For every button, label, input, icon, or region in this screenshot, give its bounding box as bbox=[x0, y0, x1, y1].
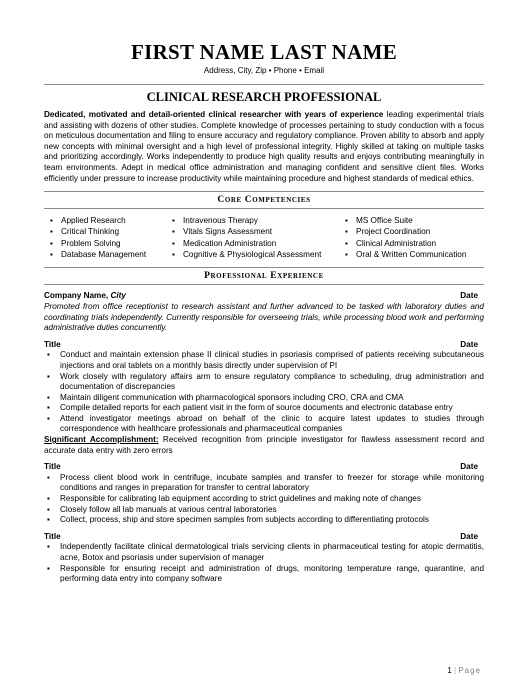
role-title: Title bbox=[44, 531, 61, 541]
divider bbox=[44, 267, 484, 268]
page-label: Page bbox=[458, 666, 481, 675]
competency-item: ▪ Critical Thinking bbox=[48, 226, 170, 237]
role-bullets bbox=[44, 350, 484, 435]
competency-item: ▪ MS Office Suite bbox=[343, 215, 483, 226]
significant-accomplishment bbox=[44, 435, 484, 456]
competency-item: ▪ Intravenous Therapy bbox=[170, 215, 343, 226]
company-name: Company Name, City bbox=[44, 291, 126, 301]
role-date: Date bbox=[460, 531, 478, 541]
role-title: Title bbox=[44, 462, 61, 472]
professional-headline: CLINICAL RESEARCH PROFESSIONAL bbox=[146, 90, 382, 104]
role-title: Title bbox=[44, 339, 61, 349]
divider bbox=[44, 191, 484, 192]
summary-paragraph bbox=[44, 110, 484, 184]
bullet-item: ▪ Maintain diligent communication with pharmacological sponsors including CRO, CRA and CMA bbox=[44, 393, 484, 404]
summary-bold-text: Dedicated, motivated and detail-oriented clinical researcher with years of experience bbox=[44, 110, 384, 119]
accomplishment-label: Significant Accomplishment: bbox=[44, 435, 159, 445]
competencies-section-header bbox=[44, 191, 484, 209]
bullet-item: ▪ Collect, process, ship and store specimen samples from subjects according to differentiating protocols bbox=[44, 515, 484, 526]
company-row bbox=[44, 291, 484, 302]
role-bullets bbox=[44, 473, 484, 526]
accomplishment-text: Received recognition from principle investigator for flawless assessment record and accurate data entry with zero errors bbox=[44, 435, 485, 455]
section-title-experience: Professional Experience bbox=[204, 271, 324, 282]
competency-item: ▪ Oral & Written Communication bbox=[343, 249, 483, 260]
bullet-item: ▪ Compile detailed reports for each patient visit in the form of source documents and electronic database entry bbox=[44, 403, 484, 414]
summary-body-text: leading experimental trials and assisting with dozens of other studies. Complete knowledge of processes pertaining to study conduction with a focus on meticulous documentation and filing to ensure accuracy and regulatory compliance. Proven ability to absorb and apply new concepts with minimal oversight and a high level of professional integrity. Highly skilled at taking on multiple tasks and prioritizing accordingly. Works independently to produce high quality results and enjoys contributing meaningfully in team environments. Adept in medical office administration and managing confident and sensitive client files. Works efficiently under pressure to increase productivity while maintaining procedure and highest standards of medical ethics. bbox=[44, 110, 484, 183]
bullet-item: ▪ Process client blood work in centrifuge, incubate samples and transfer to freezer for storage while monitoring conditions and ranges in preparation for transfer to central laboratory bbox=[44, 473, 484, 494]
company-summary: Promoted from office receptionist to research assistant and further advanced to be tasked with laboratory duties and coordinating trials independently. Currently responsible for overseeing trials, while processing blood work and performing administrative duties concurrently. bbox=[44, 301, 484, 333]
experience-section-header bbox=[44, 267, 484, 285]
bullet-item: ▪ Responsible for ensuring receipt and administration of drugs, monitoring temperature range, quarantine, and performing data entry into company software bbox=[44, 564, 484, 585]
competency-item: ▪ Applied Research bbox=[48, 215, 170, 226]
bullet-item: ▪ Work closely with regulatory affairs arm to ensure regulatory compliance to scheduling, drug administration and documentation of discrepancies bbox=[44, 372, 484, 393]
role-date: Date bbox=[460, 339, 478, 349]
company-block bbox=[44, 291, 484, 333]
competency-item: ▪ Vitals Signs Assessment bbox=[170, 226, 343, 237]
competency-item: ▪ Medication Administration bbox=[170, 238, 343, 249]
role-date: Date bbox=[460, 462, 478, 472]
resume-page bbox=[44, 40, 484, 585]
competency-column bbox=[170, 215, 343, 260]
competency-item: ▪ Database Management bbox=[48, 249, 170, 260]
candidate-name: FIRST NAME LAST NAME bbox=[130, 40, 398, 64]
role-title-row bbox=[44, 532, 484, 543]
bullet-item: ▪ Independently facilitate clinical dermatological trials servicing clients in pharmaceutical testing for atopic dermatitis, acne, Botox and psoriasis under supervision of manager bbox=[44, 542, 484, 563]
section-title-competencies: Core Competencies bbox=[217, 195, 311, 206]
page-number: 1 bbox=[447, 666, 452, 675]
role-bullets bbox=[44, 542, 484, 584]
divider bbox=[44, 84, 484, 85]
competency-item: ▪ Problem Solving bbox=[48, 238, 170, 249]
competency-item: ▪ Project Coordination bbox=[343, 226, 483, 237]
role-title-row bbox=[44, 340, 484, 351]
competencies-grid bbox=[44, 215, 484, 260]
bullet-item: ▪ Responsible for calibrating lab equipment according to strict guidelines and making note of changes bbox=[44, 494, 484, 505]
bullet-item: ▪ Closely follow all lab manuals at various central laboratories bbox=[44, 505, 484, 516]
contact-line: Address, City, Zip • Phone • Email bbox=[203, 66, 325, 75]
competency-column bbox=[343, 215, 483, 260]
competency-item: ▪ Cognitive & Physiological Assessment bbox=[170, 249, 343, 260]
company-city: City bbox=[110, 291, 126, 301]
page-footer bbox=[447, 666, 481, 675]
footer-separator: | bbox=[454, 666, 457, 675]
competency-column bbox=[44, 215, 170, 260]
competency-item: ▪ Clinical Administration bbox=[343, 238, 483, 249]
role-block bbox=[44, 532, 484, 585]
role-title-row bbox=[44, 462, 484, 473]
company-date: Date bbox=[460, 291, 478, 301]
divider bbox=[44, 284, 484, 285]
divider bbox=[44, 208, 484, 209]
role-block bbox=[44, 462, 484, 526]
bullet-item: ▪ Conduct and maintain extension phase II clinical studies in psoriasis comprised of patients receiving subcutaneous injections and oral tablets on a monthly basis directly under supervision of PI bbox=[44, 350, 484, 371]
role-block bbox=[44, 340, 484, 457]
bullet-item: ▪ Attend investigator meetings abroad on behalf of the clinic to acquire latest updates to studies through correspondence with healthcare professionals and pharmaceutical companies bbox=[44, 414, 484, 435]
